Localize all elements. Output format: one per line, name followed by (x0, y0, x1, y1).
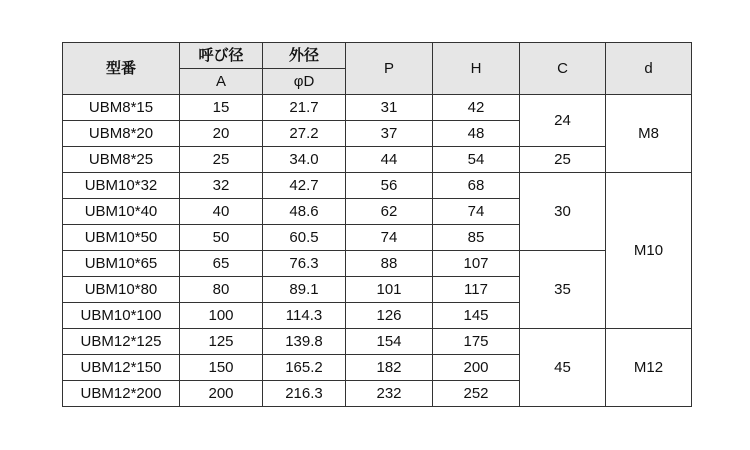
table-row (63, 329, 692, 355)
cell-p: 88 (346, 251, 433, 277)
header-h: H (433, 43, 520, 95)
header-d: d (606, 43, 692, 95)
cell-h: 48 (433, 121, 520, 147)
cell-model: UBM8*20 (63, 121, 180, 147)
spec-table (62, 42, 692, 407)
cell-model: UBM12*200 (63, 381, 180, 407)
cell-d: M12 (606, 329, 692, 407)
cell-h: 74 (433, 199, 520, 225)
cell-outer-diameter: 34.0 (263, 147, 346, 173)
cell-nominal-size: 100 (180, 303, 263, 329)
cell-h: 175 (433, 329, 520, 355)
header-p: P (346, 43, 433, 95)
table-row (63, 173, 692, 199)
cell-p: 44 (346, 147, 433, 173)
cell-outer-diameter: 42.7 (263, 173, 346, 199)
cell-model: UBM10*50 (63, 225, 180, 251)
cell-c: 30 (520, 173, 606, 251)
cell-model: UBM8*15 (63, 95, 180, 121)
cell-nominal-size: 40 (180, 199, 263, 225)
cell-nominal-size: 15 (180, 95, 263, 121)
cell-model: UBM12*125 (63, 329, 180, 355)
cell-nominal-size: 80 (180, 277, 263, 303)
cell-outer-diameter: 139.8 (263, 329, 346, 355)
cell-h: 200 (433, 355, 520, 381)
header-nominal-unit: A (180, 69, 263, 95)
cell-p: 126 (346, 303, 433, 329)
cell-d: M10 (606, 173, 692, 329)
cell-outer-diameter: 165.2 (263, 355, 346, 381)
cell-h: 145 (433, 303, 520, 329)
cell-nominal-size: 125 (180, 329, 263, 355)
cell-nominal-size: 200 (180, 381, 263, 407)
cell-c: 24 (520, 95, 606, 147)
cell-model: UBM10*100 (63, 303, 180, 329)
table-row (63, 95, 692, 121)
cell-model: UBM10*80 (63, 277, 180, 303)
cell-outer-diameter: 27.2 (263, 121, 346, 147)
cell-h: 252 (433, 381, 520, 407)
cell-h: 68 (433, 173, 520, 199)
cell-outer-diameter: 216.3 (263, 381, 346, 407)
header-outer-unit: φD (263, 69, 346, 95)
cell-nominal-size: 150 (180, 355, 263, 381)
cell-p: 56 (346, 173, 433, 199)
cell-c: 45 (520, 329, 606, 407)
cell-outer-diameter: 76.3 (263, 251, 346, 277)
cell-d: M8 (606, 95, 692, 173)
cell-c: 35 (520, 251, 606, 329)
cell-nominal-size: 32 (180, 173, 263, 199)
header-nominal-size: 呼び径 (180, 43, 263, 69)
cell-h: 85 (433, 225, 520, 251)
cell-h: 42 (433, 95, 520, 121)
cell-outer-diameter: 89.1 (263, 277, 346, 303)
table-header (63, 43, 692, 95)
cell-p: 62 (346, 199, 433, 225)
cell-p: 182 (346, 355, 433, 381)
table-row (63, 147, 692, 173)
cell-p: 232 (346, 381, 433, 407)
cell-nominal-size: 25 (180, 147, 263, 173)
header-c: C (520, 43, 606, 95)
cell-p: 154 (346, 329, 433, 355)
cell-model: UBM10*40 (63, 199, 180, 225)
cell-model: UBM10*65 (63, 251, 180, 277)
cell-p: 101 (346, 277, 433, 303)
cell-nominal-size: 50 (180, 225, 263, 251)
header-model: 型番 (63, 43, 180, 95)
cell-model: UBM12*150 (63, 355, 180, 381)
cell-nominal-size: 20 (180, 121, 263, 147)
cell-p: 37 (346, 121, 433, 147)
cell-h: 54 (433, 147, 520, 173)
cell-p: 74 (346, 225, 433, 251)
header-outer-diameter: 外径 (263, 43, 346, 69)
cell-c: 25 (520, 147, 606, 173)
cell-h: 117 (433, 277, 520, 303)
cell-model: UBM8*25 (63, 147, 180, 173)
cell-outer-diameter: 60.5 (263, 225, 346, 251)
cell-nominal-size: 65 (180, 251, 263, 277)
cell-model: UBM10*32 (63, 173, 180, 199)
cell-outer-diameter: 114.3 (263, 303, 346, 329)
cell-outer-diameter: 21.7 (263, 95, 346, 121)
cell-h: 107 (433, 251, 520, 277)
cell-outer-diameter: 48.6 (263, 199, 346, 225)
table-body (63, 95, 692, 407)
table-row (63, 251, 692, 277)
cell-p: 31 (346, 95, 433, 121)
